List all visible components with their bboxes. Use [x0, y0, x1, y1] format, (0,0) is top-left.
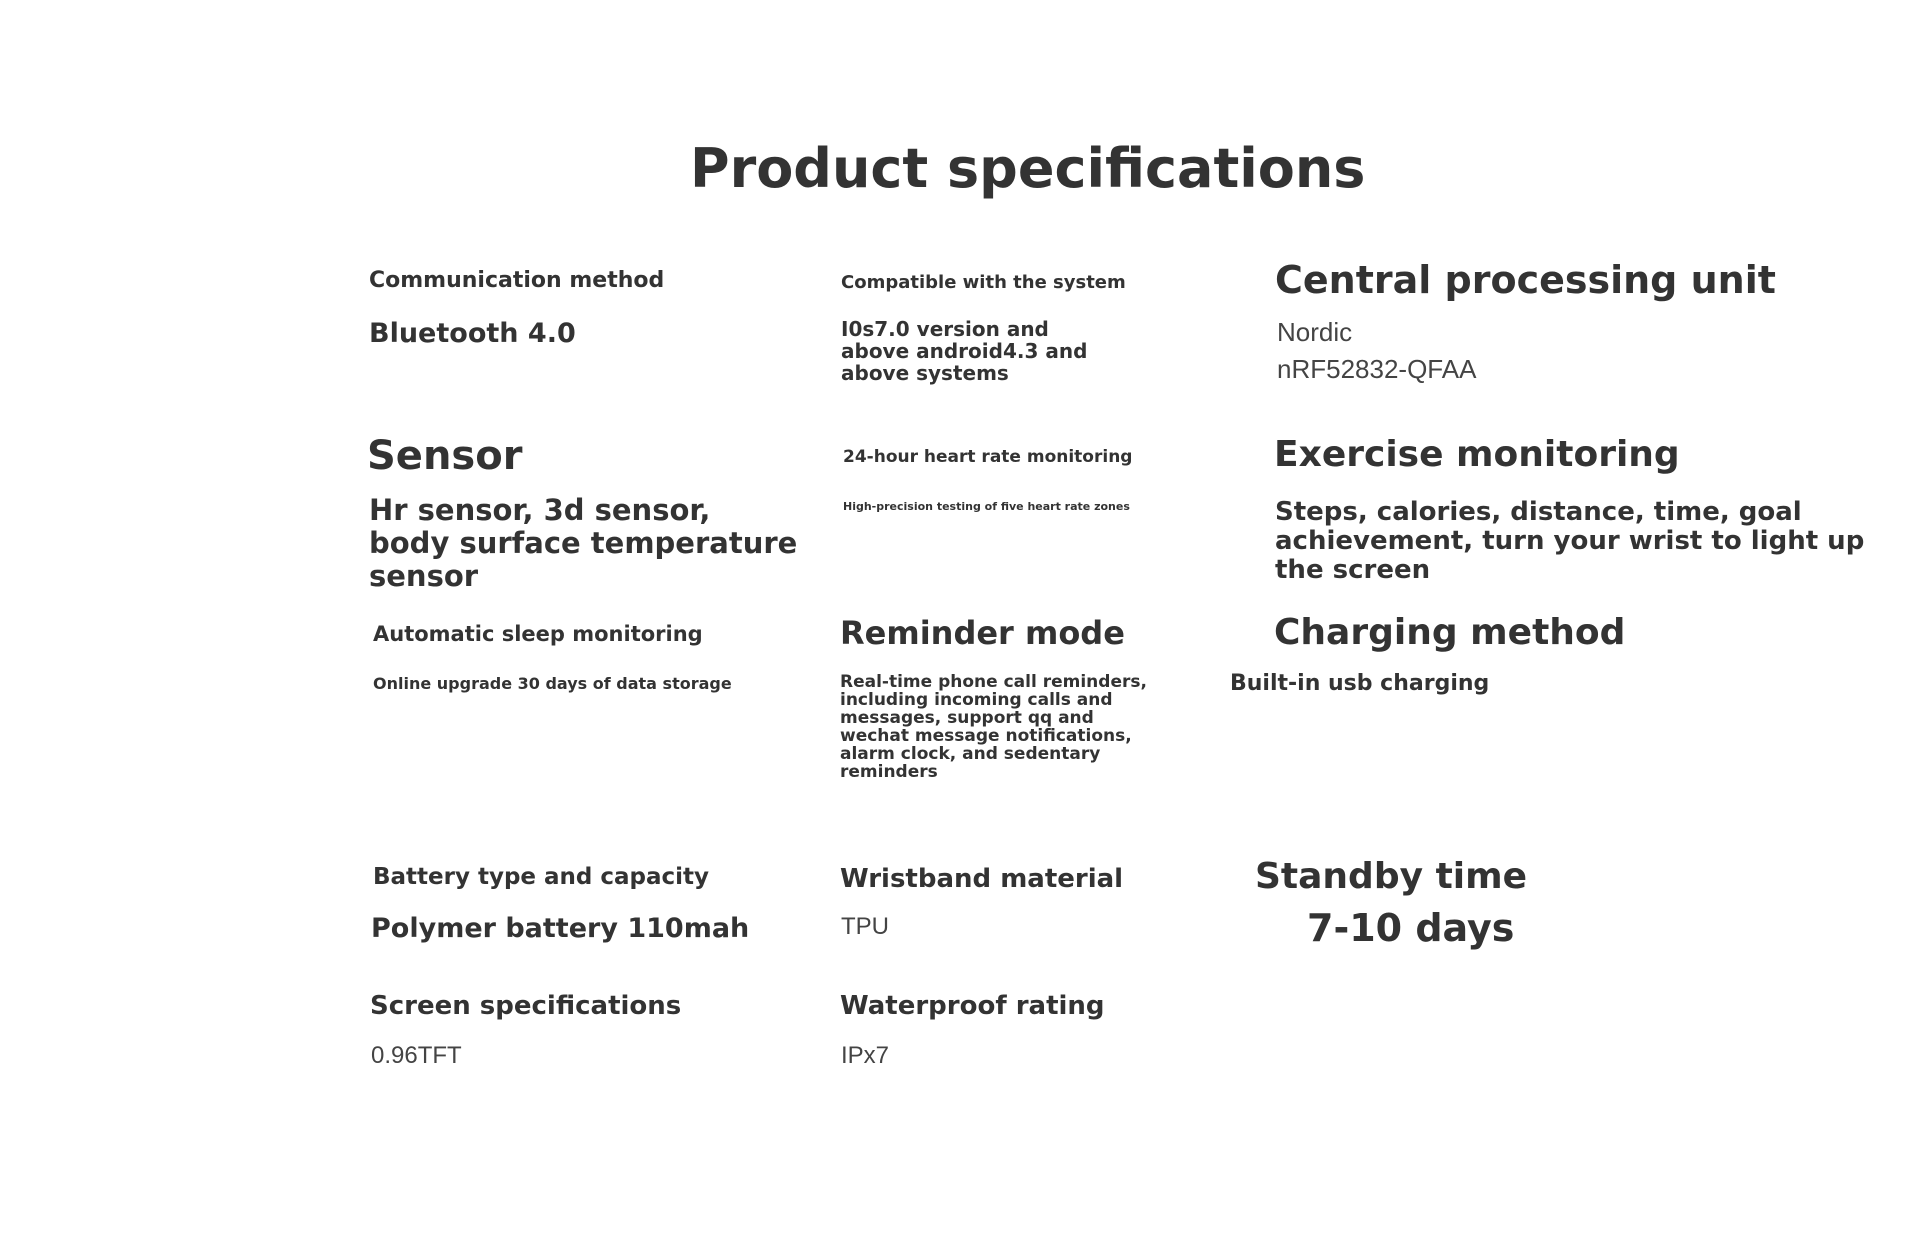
- sensor-label: Sensor: [367, 433, 523, 479]
- cpu-label: Central processing unit: [1275, 258, 1776, 302]
- screen-spec-value: 0.96TFT: [371, 1042, 462, 1069]
- sleep-monitoring-label: Automatic sleep monitoring: [373, 622, 703, 646]
- screen-spec-label: Screen specifications: [370, 991, 682, 1021]
- standby-time-value: 7-10 days: [1307, 906, 1515, 950]
- sleep-monitoring-value: Online upgrade 30 days of data storage: [373, 674, 732, 693]
- sensor-value: Hr sensor, 3d sensor, body surface temperature sensor: [369, 493, 798, 593]
- waterproof-rating-label: Waterproof rating: [840, 991, 1105, 1021]
- compatible-system-value: I0s7.0 version and above android4.3 and above systems: [841, 317, 1088, 385]
- heart-rate-label: 24-hour heart rate monitoring: [843, 447, 1133, 467]
- heart-rate-value: High-precision testing of five heart rate zones: [843, 500, 1130, 513]
- charging-method-label: Charging method: [1274, 612, 1626, 653]
- standby-time-label: Standby time: [1255, 856, 1528, 897]
- exercise-monitoring-label: Exercise monitoring: [1274, 434, 1680, 475]
- wristband-material-label: Wristband material: [840, 864, 1124, 894]
- compatible-system-label: Compatible with the system: [841, 272, 1126, 293]
- battery-label: Battery type and capacity: [373, 864, 710, 890]
- battery-value: Polymer battery 110mah: [371, 913, 750, 944]
- cpu-value-model: nRF52832-QFAA: [1277, 354, 1477, 384]
- charging-method-value: Built-in usb charging: [1230, 671, 1490, 696]
- communication-method-value: Bluetooth 4.0: [369, 318, 576, 349]
- reminder-mode-label: Reminder mode: [840, 614, 1125, 652]
- exercise-monitoring-value: Steps, calories, distance, time, goal achievement, turn your wrist to light up the screen: [1275, 497, 1865, 585]
- page-title: Product specifications: [690, 137, 1366, 200]
- reminder-mode-value: Real-time phone call reminders, including incoming calls and messages, support qq and wechat message notifications, alarm clock, and sedentary reminders: [840, 672, 1147, 782]
- communication-method-label: Communication method: [369, 268, 665, 293]
- waterproof-rating-value: IPx7: [841, 1042, 890, 1069]
- cpu-value-brand: Nordic: [1277, 317, 1353, 347]
- wristband-material-value: TPU: [841, 913, 889, 940]
